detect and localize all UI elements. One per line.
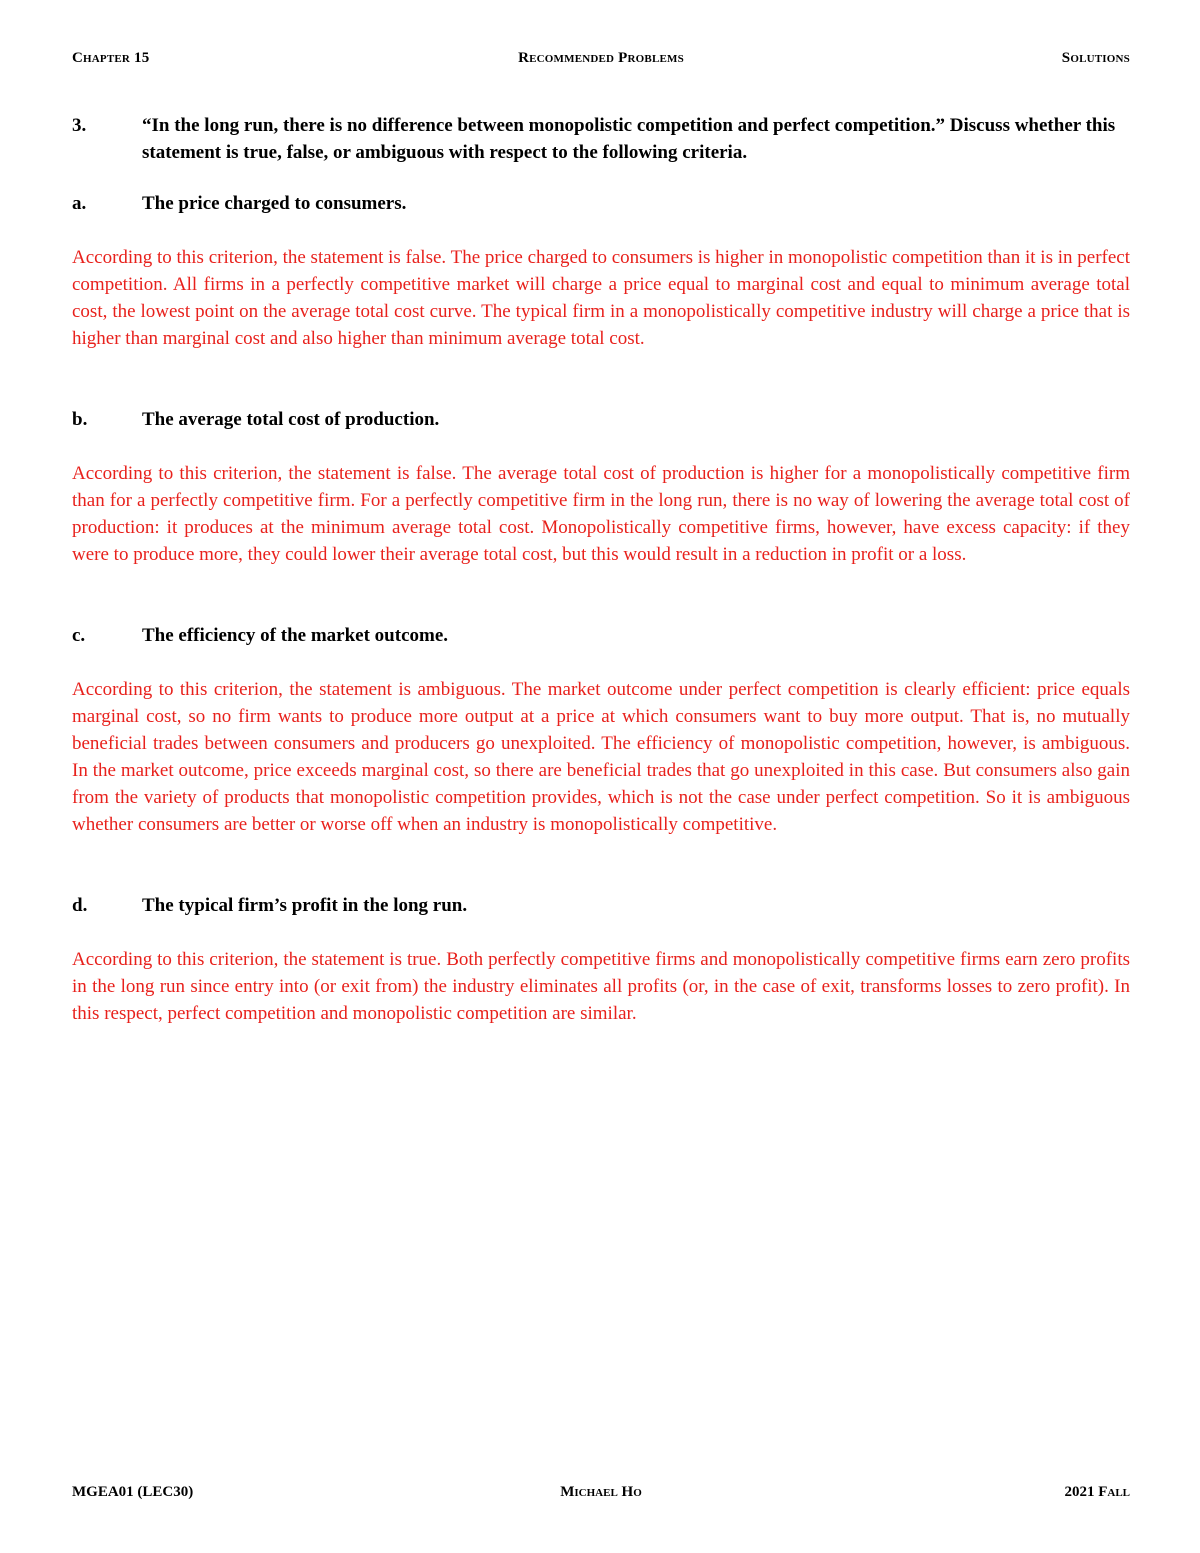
part-letter: c. [72,625,86,646]
header-chapter: Chapter 15 [72,50,150,66]
part-c-answer: According to this criterion, the statement is ambiguous. The market outcome under perfect competition is clearly efficient: price equals marginal cost, so no firm wants to produce more output at a price at which consumers want to buy more output. That is, no mutually beneficial trades between consumers and producers go unexploited. The efficiency of monopolistic competition, however, is ambiguous. In the market outcome, price exceeds marginal cost, so there are beneficial trades that go unexploited in this case. But consumers also gain from the variety of products that monopolistic competition provides, which is not the case under perfect competition. So it is ambiguous whether consumers are better or worse off when an industry is monopolistically competitive. [72,679,1130,835]
part-heading-text: The average total cost of production. [142,409,440,430]
part-heading-text: The price charged to consumers. [142,193,407,214]
page-header [72,50,1130,74]
footer-course: MGEA01 (LEC30) [72,1484,194,1500]
footer-author: Michael Ho [560,1484,642,1500]
header-solutions: Solutions [1061,50,1130,66]
part-b-answer: According to this criterion, the statement is false. The average total cost of production is higher for a monopolistically competitive firm than for a perfectly competitive firm. For a perfectly competitive firm in the long run, there is no way of lowering the average total cost of production: it produces at the minimum average total cost. Monopolistically competitive firms, however, have excess capacity: if they were to produce more, they could lower their average total cost, but this would result in a reduction in profit or a loss. [72,463,1130,565]
footer-term: 2021 Fall [1064,1484,1130,1500]
part-b-heading [72,406,1130,433]
question-text: “In the long run, there is no difference between monopolistic competition and perfect competition.” Discuss whether this statement is true, false, or ambiguous with respect to the following criteria. [142,115,1116,163]
question-number: 3. [72,115,87,136]
part-heading-text: The efficiency of the market outcome. [142,625,449,646]
part-heading-text: The typical firm’s profit in the long run. [142,895,468,916]
part-letter: b. [72,409,88,430]
part-letter: d. [72,895,88,916]
page-footer [72,1484,1130,1508]
header-title: Recommended Problems [518,50,684,66]
part-a-answer: According to this criterion, the statement is false. The price charged to consumers is higher in monopolistic competition than it is in perfect competition. All firms in a perfectly competitive market will charge a price equal to marginal cost and equal to minimum average total cost, the lowest point on the average total cost curve. The typical firm in a monopolistically competitive industry will charge a price that is higher than marginal cost and also higher than minimum average total cost. [72,247,1130,349]
part-d-answer: According to this criterion, the statement is true. Both perfectly competitive firms and monopolistically competitive firms earn zero profits in the long run since entry into (or exit from) the industry eliminates all profits (or, in the case of exit, transforms losses to zero profit). In this respect, perfect competition and monopolistic competition are similar. [72,949,1130,1024]
question [72,112,1130,166]
part-letter: a. [72,193,87,214]
part-d-heading [72,892,1130,919]
part-c-heading [72,622,1130,649]
part-a-heading [72,190,1130,217]
